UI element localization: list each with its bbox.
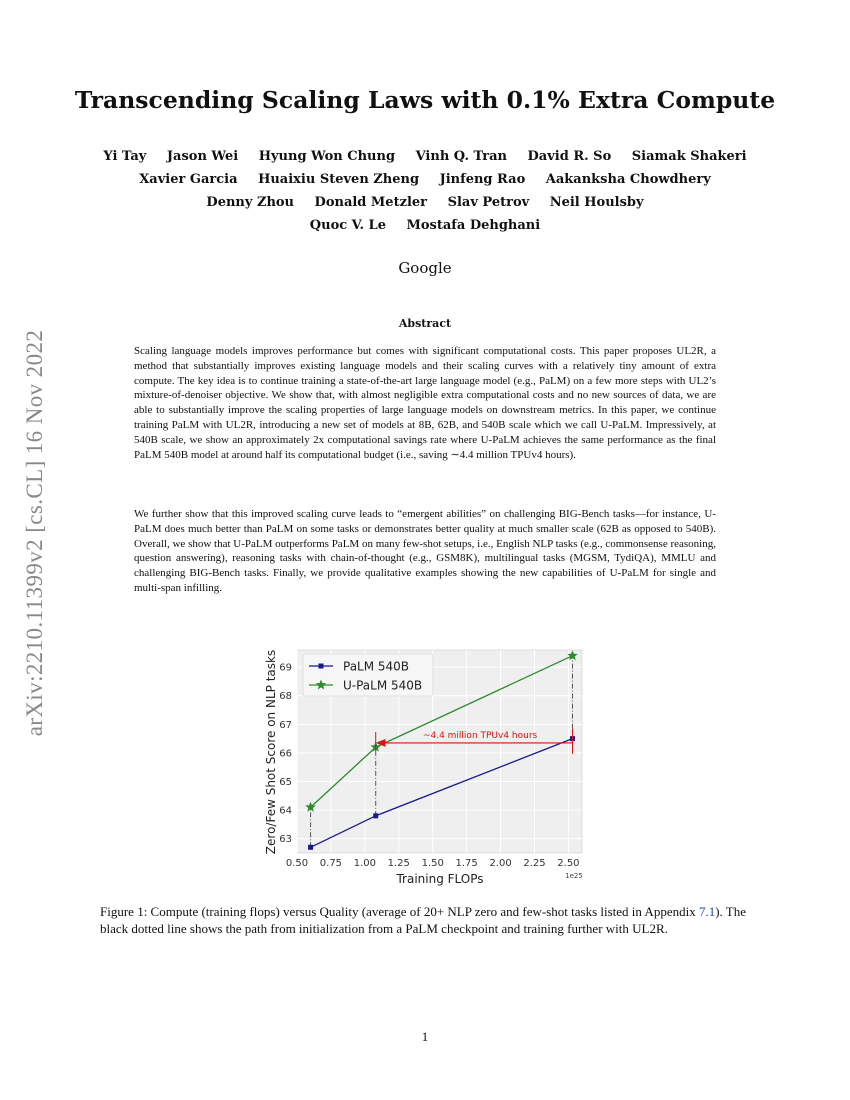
legend-marker-palm — [319, 664, 324, 669]
author-name: Neil Houlsby — [549, 195, 644, 210]
palm-data-point — [373, 813, 378, 818]
x-tick-label: 1.50 — [421, 858, 444, 869]
author-name: Donald Metzler — [314, 195, 428, 210]
x-tick-label: 0.50 — [285, 858, 309, 869]
caption-text: Figure 1: Compute (training flops) versus Quality (average of 20+ NLP zero and few-shot tasks listed in Appendix — [100, 904, 699, 919]
author-line — [0, 168, 850, 191]
author-name: Quoc V. Le — [309, 218, 386, 233]
annotation-label: ~4.4 million TPUv4 hours — [422, 730, 538, 741]
x-tick-label: 1.25 — [387, 858, 410, 869]
author-name: Xavier Garcia — [139, 172, 238, 187]
author-name: Vinh Q. Tran — [415, 149, 507, 164]
x-tick-label: 1.75 — [455, 858, 478, 869]
y-tick-label: 67 — [279, 719, 292, 731]
author-list — [0, 145, 850, 237]
abstract-heading: Abstract — [398, 317, 452, 330]
author-line — [0, 145, 850, 168]
abstract-paragraph-2: We further show that this improved scaling curve leads to “emergent abilities” on challenging BIG-Bench tasks—for instance, U-PaLM does much better than PaLM on some tasks or demonstrates better quality at much smaller scale (62B as opposed to 540B). Overall, we show that U-PaLM outperforms PaLM on many few-shot setups, i.e., English NLP tasks (e.g., commonsense reasoning, question answering), reasoning tasks with chain-of-thought (e.g., GSM8K), multilingual tasks (MGSM, TydiQA), MMLU and challenging BIG-Bench tasks. Finally, we provide qualitative examples showing the new capabilities of U-PaLM for single and multi-span infilling. — [134, 508, 716, 594]
author-name: David R. So — [527, 149, 612, 164]
legend-label-palm: PaLM 540B — [343, 659, 410, 674]
caption-text: ). The black dotted line shows the path from initialization from a PaLM checkpoint and training further with UL2R. — [100, 904, 747, 936]
abstract-paragraph-1: Scaling language models improves performance but comes with significant computational costs. This paper proposes UL2R, a method that substantially improves existing language models and their scaling curves with a relatively tiny amount of extra compute. The key idea is to continue training a state-of-the-art large language model (e.g., PaLM) on a few more steps with UL2’s mixture-of-denoiser objective. We show that, with almost negligible extra computational costs and no new sources of data, we are able to substantially improve the scaling properties of large language models on downstream metrics. In this paper, we continue training PaLM with UL2R, introducing a new set of models at 8B, 62B, and 540B scale which we call U-PaLM. Impressively, at 540B scale, we show an approximately 2x computational savings rate where U-PaLM achieves the same performance as the final PaLM 540B model at around half its computational budget (i.e., saving ∼4.4 million TPUv4 hours). — [134, 345, 716, 461]
x-tick-label: 2.00 — [489, 858, 512, 869]
author-name: Yi Tay — [103, 149, 147, 164]
x-tick-label: 2.25 — [523, 858, 546, 869]
author-name: Jinfeng Rao — [439, 172, 526, 187]
legend-label-upalm: U-PaLM 540B — [343, 678, 423, 693]
author-name: Jason Wei — [166, 149, 239, 164]
author-name: Slav Petrov — [447, 195, 530, 210]
figure-caption — [100, 903, 750, 937]
author-line — [0, 191, 850, 214]
author-name: Huaixiu Steven Zheng — [258, 172, 420, 187]
paper-title: Transcending Scaling Laws with 0.1% Extra Compute — [74, 86, 776, 114]
x-axis-label: Training FLOPs — [396, 872, 484, 886]
y-tick-label: 65 — [279, 777, 292, 789]
y-tick-label: 64 — [279, 805, 292, 817]
x-tick-label: 1.00 — [353, 858, 376, 869]
palm-data-point — [308, 845, 313, 850]
legend — [303, 654, 433, 696]
arxiv-identifier: arXiv:2210.11399v2 [cs.CL] 16 Nov 2022 — [22, 329, 47, 737]
y-tick-labels — [279, 663, 292, 846]
figure-1 — [257, 640, 597, 890]
author-name: Aakanksha Chowdhery — [545, 172, 711, 187]
affiliation: Google — [398, 259, 452, 277]
appendix-link[interactable]: 7.1 — [698, 904, 716, 919]
page-number: 1 — [421, 1029, 429, 1044]
x-scale-label: 1e25 — [565, 872, 583, 880]
author-name: Mostafa Dehghani — [406, 218, 541, 233]
author-name: Hyung Won Chung — [258, 149, 396, 164]
y-tick-label: 66 — [279, 748, 292, 760]
y-axis-label: Zero/Few Shot Score on NLP tasks — [264, 649, 278, 855]
x-tick-labels — [286, 858, 580, 869]
author-name: Denny Zhou — [206, 195, 295, 210]
compute-vs-quality-chart — [257, 640, 597, 890]
author-name: Siamak Shakeri — [631, 149, 747, 164]
y-tick-label: 68 — [279, 691, 292, 703]
author-line — [0, 214, 850, 237]
y-tick-label: 63 — [279, 834, 292, 846]
x-tick-label: 0.75 — [319, 858, 343, 869]
x-tick-label: 2.50 — [557, 858, 580, 869]
y-tick-label: 69 — [279, 662, 292, 674]
